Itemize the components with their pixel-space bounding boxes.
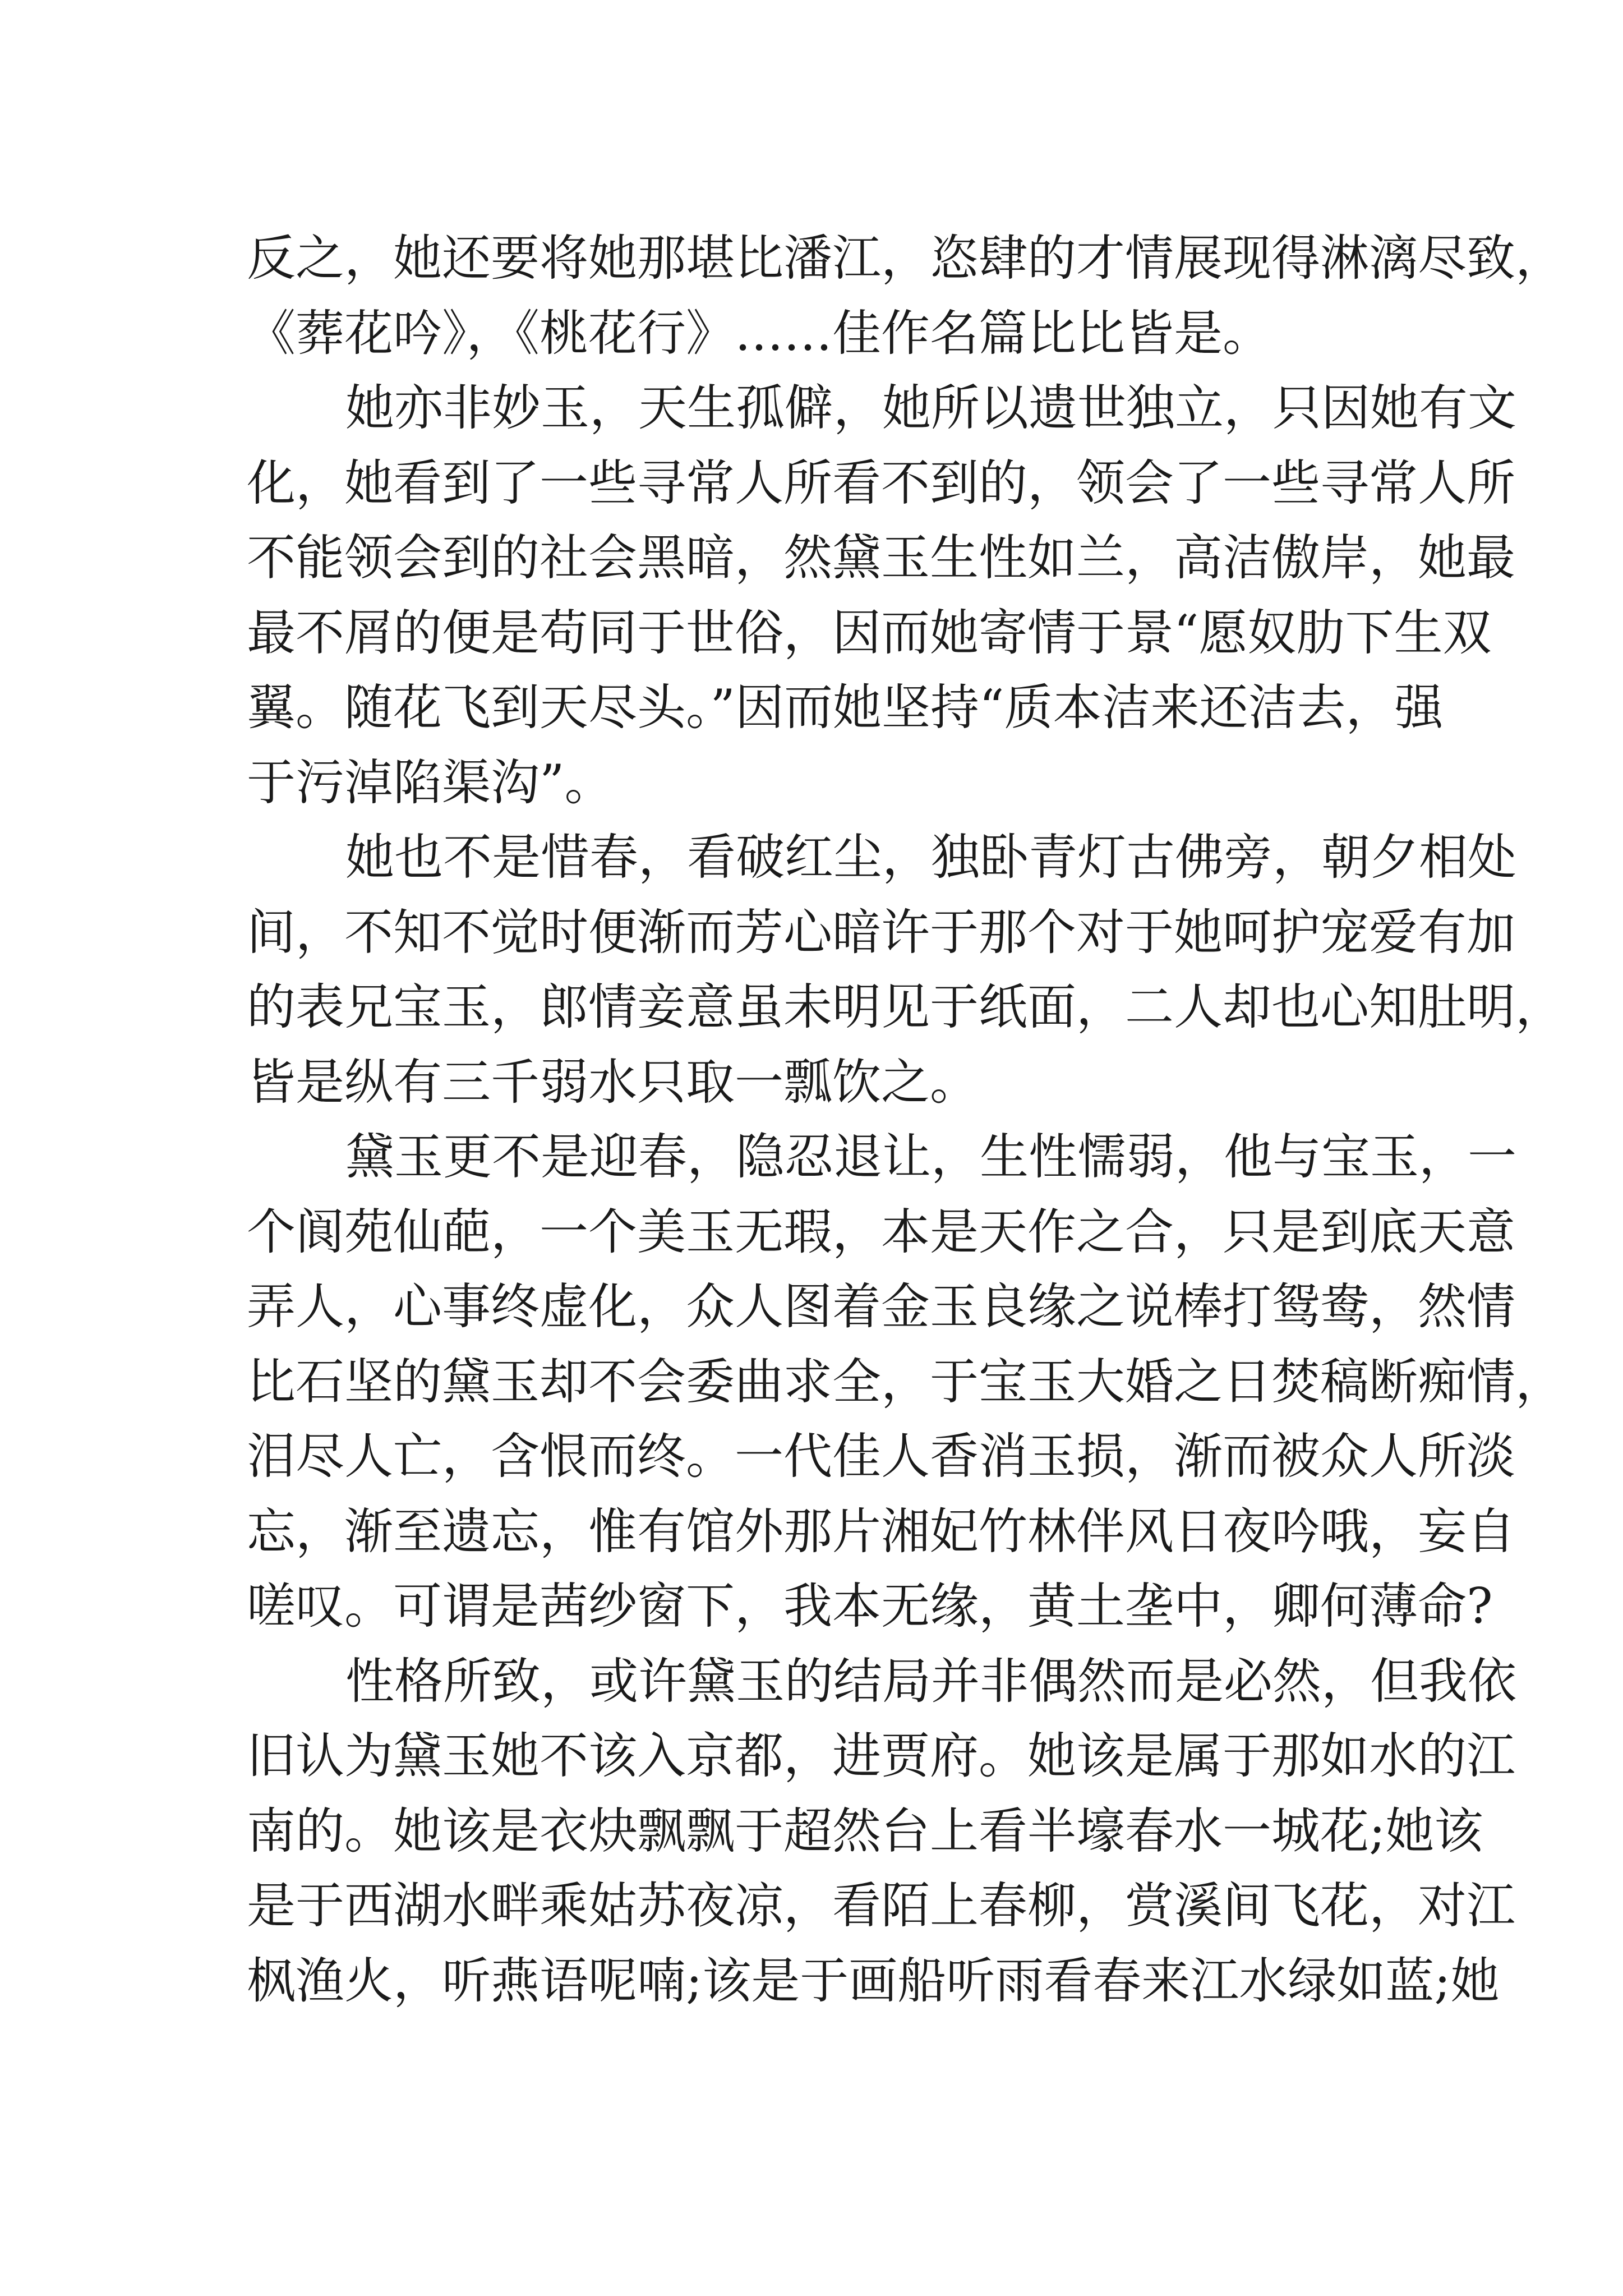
text-line: 弄人，心事终虚化，众人图着金玉良缘之说棒打鸳鸯，然情 — [247, 1278, 1515, 1335]
text-line: 皆是纵有三千弱水只取一瓢饮之。 — [247, 1053, 979, 1111]
text-line: 泪尽人亡，含恨而终。一代佳人香消玉损，渐而被众人所淡 — [247, 1428, 1515, 1485]
text-line: 枫渔火，听燕语呢喃;该是于画船听雨看春来江水绿如蓝;她 — [247, 1952, 1500, 2009]
text-line: 南的。她该是衣炔飘飘于超然台上看半壕春水一城花;她该 — [247, 1802, 1483, 1860]
text-line: 化，她看到了一些寻常人所看不到的，领会了一些寻常人所 — [247, 454, 1515, 512]
text-line: 忘，渐至遗忘，惟有馆外那片湘妃竹林伴风日夜吟哦，妄自 — [247, 1502, 1515, 1560]
text-line: 于污淖陷渠沟”。 — [247, 753, 614, 811]
paragraph-first-line: 她也不是惜春，看破红尘，独卧青灯古佛旁，朝夕相处 — [345, 829, 1516, 886]
text-line: 间，不知不觉时便渐而芳心暗许于那个对于她呵护宠爱有加 — [247, 903, 1515, 961]
text-line: 比石坚的黛玉却不会委曲求全，于宝玉大婚之日焚稿断痴情， — [247, 1352, 1564, 1410]
body-text — [247, 221, 1564, 2018]
text-line: 最不屑的便是苟同于世俗，因而她寄情于景“愿奴肋下生双 — [247, 604, 1492, 661]
text-line: 个阆苑仙葩，一个美玉无瑕，本是天作之合，只是到底天意 — [247, 1203, 1515, 1260]
paragraph-first-line: 性格所致，或许黛玉的结局并非偶然而是必然，但我依 — [345, 1652, 1516, 1710]
text-line: 的表兄宝玉，郎情妾意虽未明见于纸面，二人却也心知肚明， — [247, 978, 1564, 1036]
text-line: 是于西湖水畔乘姑苏夜凉，看陌上春柳，赏溪间飞花，对江 — [247, 1877, 1515, 1934]
text-line: 旧认为黛玉她不该入京都，进贾府。她该是属于那如水的江 — [247, 1727, 1515, 1784]
paragraph-first-line: 黛玉更不是迎春，隐忍退让，生性懦弱，他与宝玉，一 — [345, 1128, 1516, 1185]
text-line: 《葬花吟》，《桃花行》……佳作名篇比比皆是。 — [247, 304, 1271, 362]
paragraph-first-line: 她亦非妙玉，天生孤僻，她所以遗世独立，只因她有文 — [345, 379, 1516, 436]
text-line: 翼。随花飞到天尽头。”因而她坚持“质本洁来还洁去，强 — [247, 679, 1444, 736]
text-line: 不能领会到的社会黑暗，然黛玉生性如兰，高洁傲岸，她最 — [247, 529, 1515, 586]
text-line: 反之，她还要将她那堪比潘江，恣肆的才情展现得淋漓尽致， — [247, 229, 1564, 287]
text-line: 嗟叹。可谓是茜纱窗下，我本无缘，黄土垄中，卿何薄命? — [247, 1577, 1493, 1635]
